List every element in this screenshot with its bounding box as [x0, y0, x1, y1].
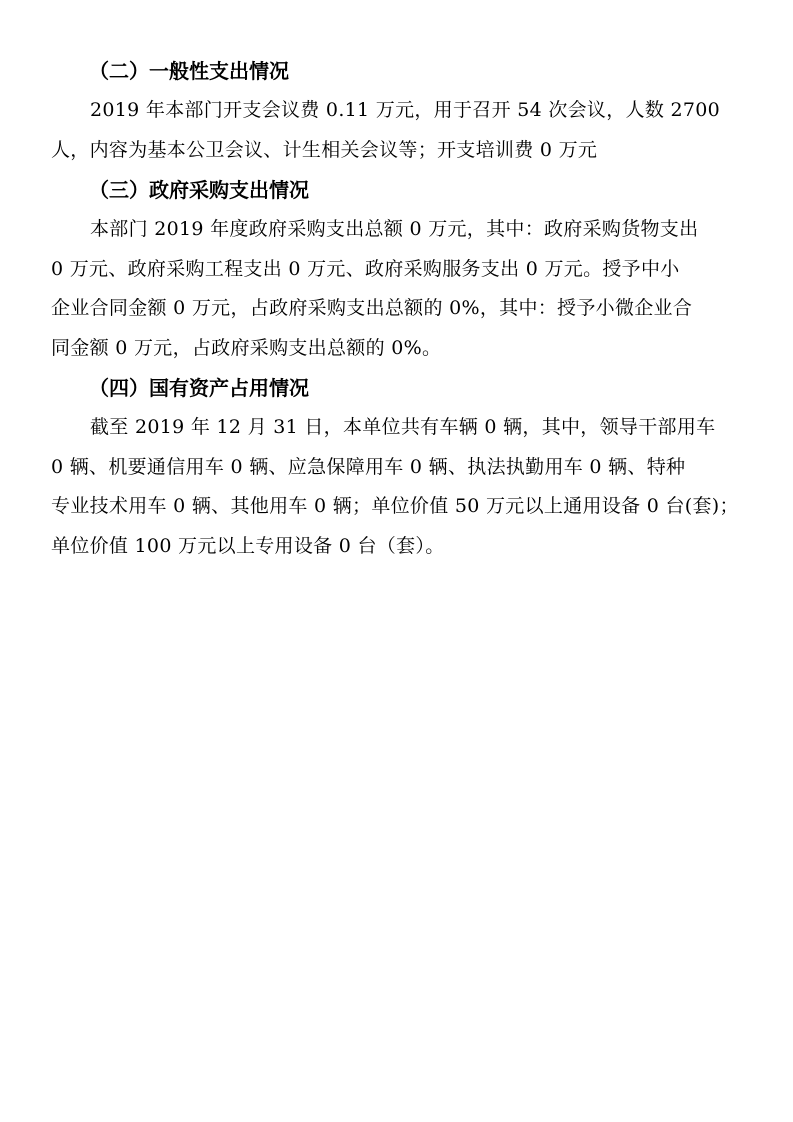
paragraph-line: 同金额 0 万元，占政府采购支出总额的 0%。: [51, 336, 442, 359]
paragraph-line: 人，内容为基本公卫会议、计生相关会议等；开支培训费 0 万元: [51, 138, 598, 161]
paragraph: [51, 408, 741, 566]
section-heading: （三）政府采购支出情况: [89, 178, 309, 202]
paragraph: [51, 91, 741, 170]
section-general-expenditure: [51, 51, 741, 170]
paragraph-line: 0 辆、机要通信用车 0 辆、应急保障用车 0 辆、执法执勤用车 0 辆、特种: [51, 455, 686, 478]
section-procurement: [51, 170, 741, 368]
section-state-assets: [51, 368, 741, 566]
section-heading: （二）一般性支出情况: [89, 59, 289, 83]
paragraph-line: 本部门 2019 年度政府采购支出总额 0 万元，其中：政府采购货物支出: [90, 218, 699, 240]
paragraph-line: 0 万元、政府采购工程支出 0 万元、政府采购服务支出 0 万元。授予中小: [51, 257, 680, 280]
paragraph-line: 2019 年本部门开支会议费 0.11 万元，用于召开 54 次会议，人数 2700: [90, 99, 721, 121]
paragraph-line: 企业合同金额 0 万元，占政府采购支出总额的 0%，其中：授予小微企业合: [51, 297, 693, 319]
document-body: [51, 51, 741, 566]
paragraph: [51, 210, 741, 368]
section-heading: （四）国有资产占用情况: [89, 376, 309, 400]
paragraph-line: 截至 2019 年 12 月 31 日，本单位共有车辆 0 辆，其中，领导干部用车: [90, 416, 716, 438]
paragraph-line: 专业技术用车 0 辆、其他用车 0 辆；单位价值 50 万元以上通用设备 0 台(套)；: [51, 495, 739, 517]
paragraph-line: 单位价值 100 万元以上专用设备 0 台（套）。: [51, 534, 445, 557]
